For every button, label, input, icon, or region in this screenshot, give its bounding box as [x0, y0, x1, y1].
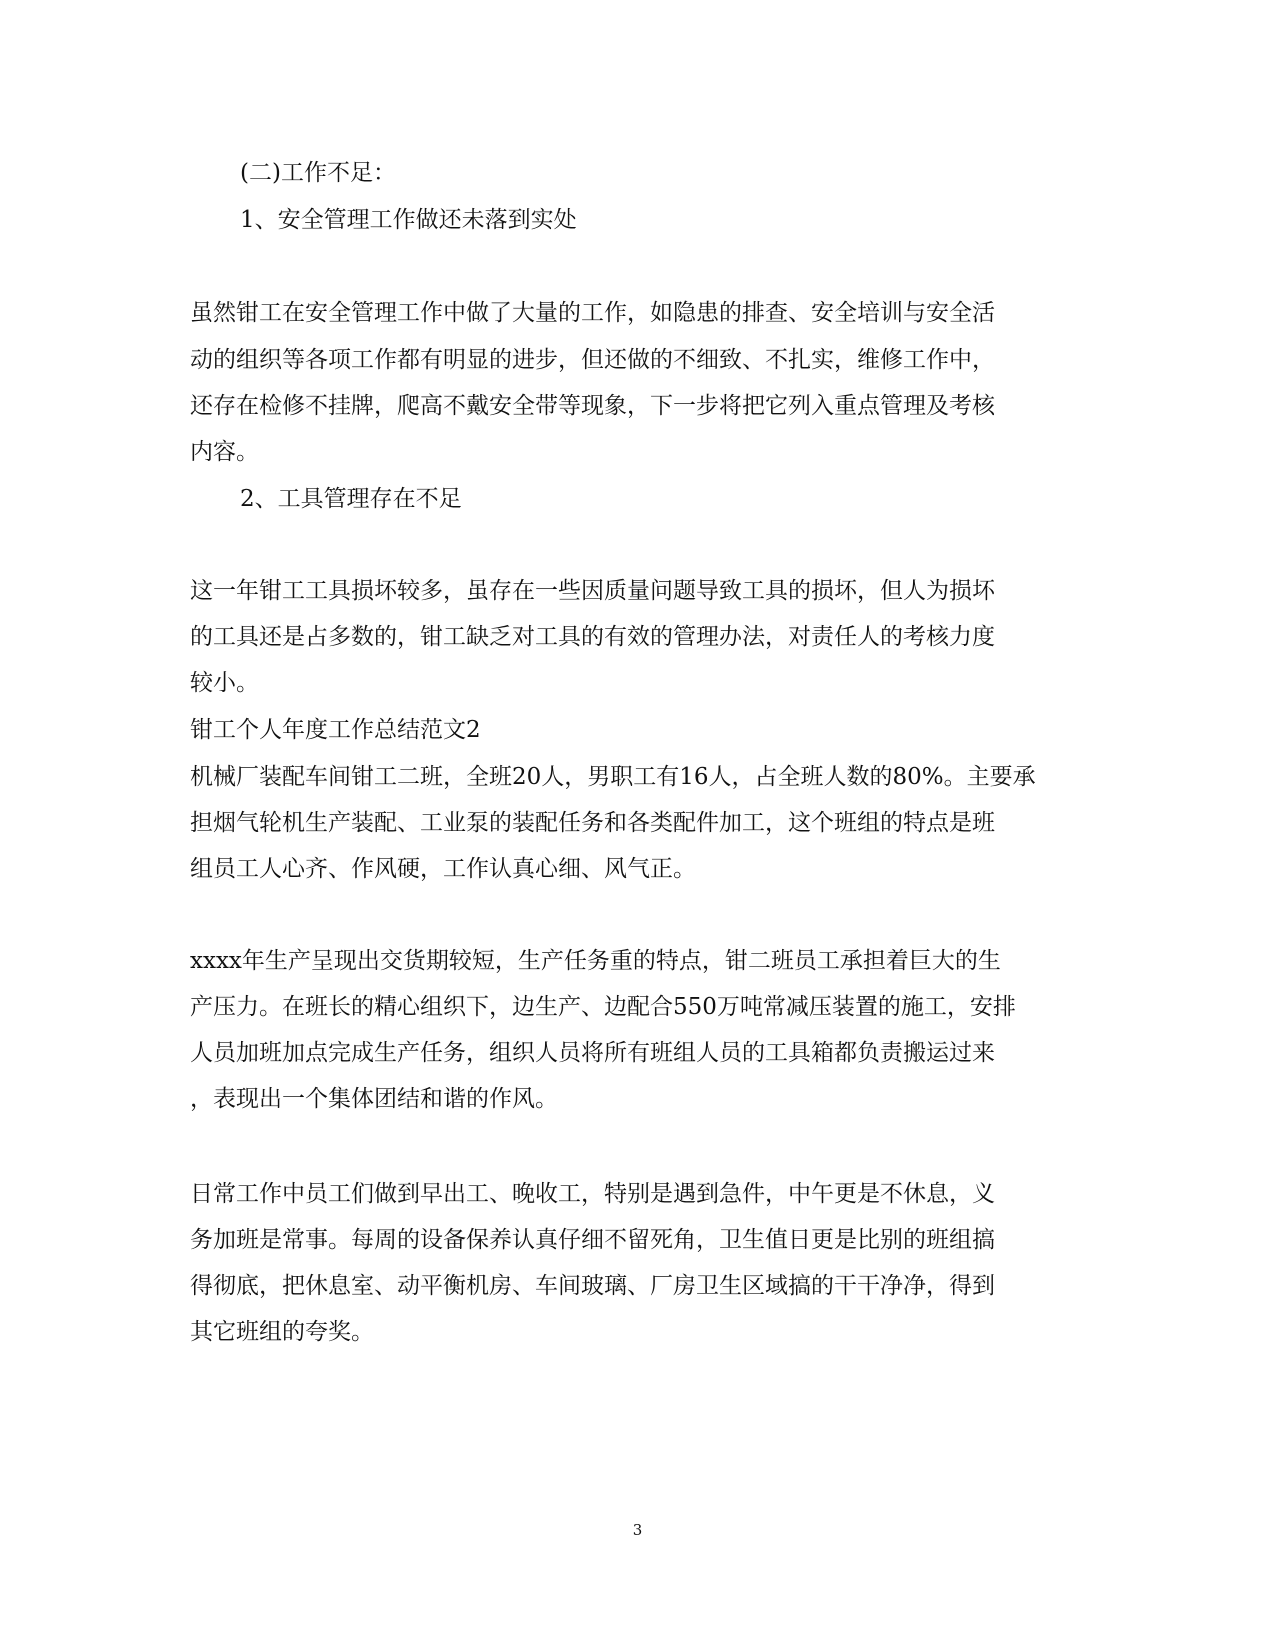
paragraph-line: 机械厂装配车间钳工二班，全班20人，男职工有16人，占全班人数的80%。主要承: [190, 764, 1036, 790]
paragraph-line: 虽然钳工在安全管理工作中做了大量的工作，如隐患的排查、安全培训与安全活: [190, 300, 995, 326]
section-heading: (二)工作不足：: [240, 160, 396, 186]
paragraph-line: 产压力。在班长的精心组织下，边生产、边配合550万吨常减压装置的施工，安排: [190, 994, 1016, 1020]
paragraph-line: 内容。: [190, 439, 259, 465]
paragraph-line: 组员工人心齐、作风硬，工作认真心细、风气正。: [190, 856, 696, 882]
paragraph-line: 的工具还是占多数的，钳工缺乏对工具的有效的管理办法，对责任人的考核力度: [190, 624, 995, 650]
paragraph-line: 其它班组的夸奖。: [190, 1319, 374, 1345]
paragraph-line: 务加班是常事。每周的设备保养认真仔细不留死角，卫生值日更是比别的班组搞: [190, 1227, 995, 1253]
paragraph-line: 人员加班加点完成生产任务，组织人员将所有班组人员的工具箱都负责搬运过来: [190, 1040, 995, 1066]
paragraph-line: xxxx年生产呈现出交货期较短，生产任务重的特点，钳二班员工承担着巨大的生: [190, 948, 1001, 974]
item-heading: 2、工具管理存在不足: [240, 486, 462, 512]
document-title: 钳工个人年度工作总结范文2: [190, 717, 481, 743]
paragraph-line: 这一年钳工工具损坏较多，虽存在一些因质量问题导致工具的损坏，但人为损坏: [190, 578, 995, 604]
paragraph-line: 较小。: [190, 670, 259, 696]
paragraph-line: 担烟气轮机生产装配、工业泵的装配任务和各类配件加工，这个班组的特点是班: [190, 810, 995, 836]
paragraph-line: 日常工作中员工们做到早出工、晚收工，特别是遇到急件，中午更是不休息，义: [190, 1181, 995, 1207]
item-heading: 1、安全管理工作做还未落到实处: [240, 207, 577, 233]
paragraph-line: 还存在检修不挂牌，爬高不戴安全带等现象，下一步将把它列入重点管理及考核: [190, 393, 995, 419]
page-number: 3: [632, 1521, 643, 1539]
paragraph-line: ，表现出一个集体团结和谐的作风。: [190, 1086, 558, 1112]
paragraph-line: 动的组织等各项工作都有明显的进步，但还做的不细致、不扎实，维修工作中，: [190, 347, 995, 373]
paragraph-line: 得彻底，把休息室、动平衡机房、车间玻璃、厂房卫生区域搞的干干净净，得到: [190, 1273, 995, 1299]
